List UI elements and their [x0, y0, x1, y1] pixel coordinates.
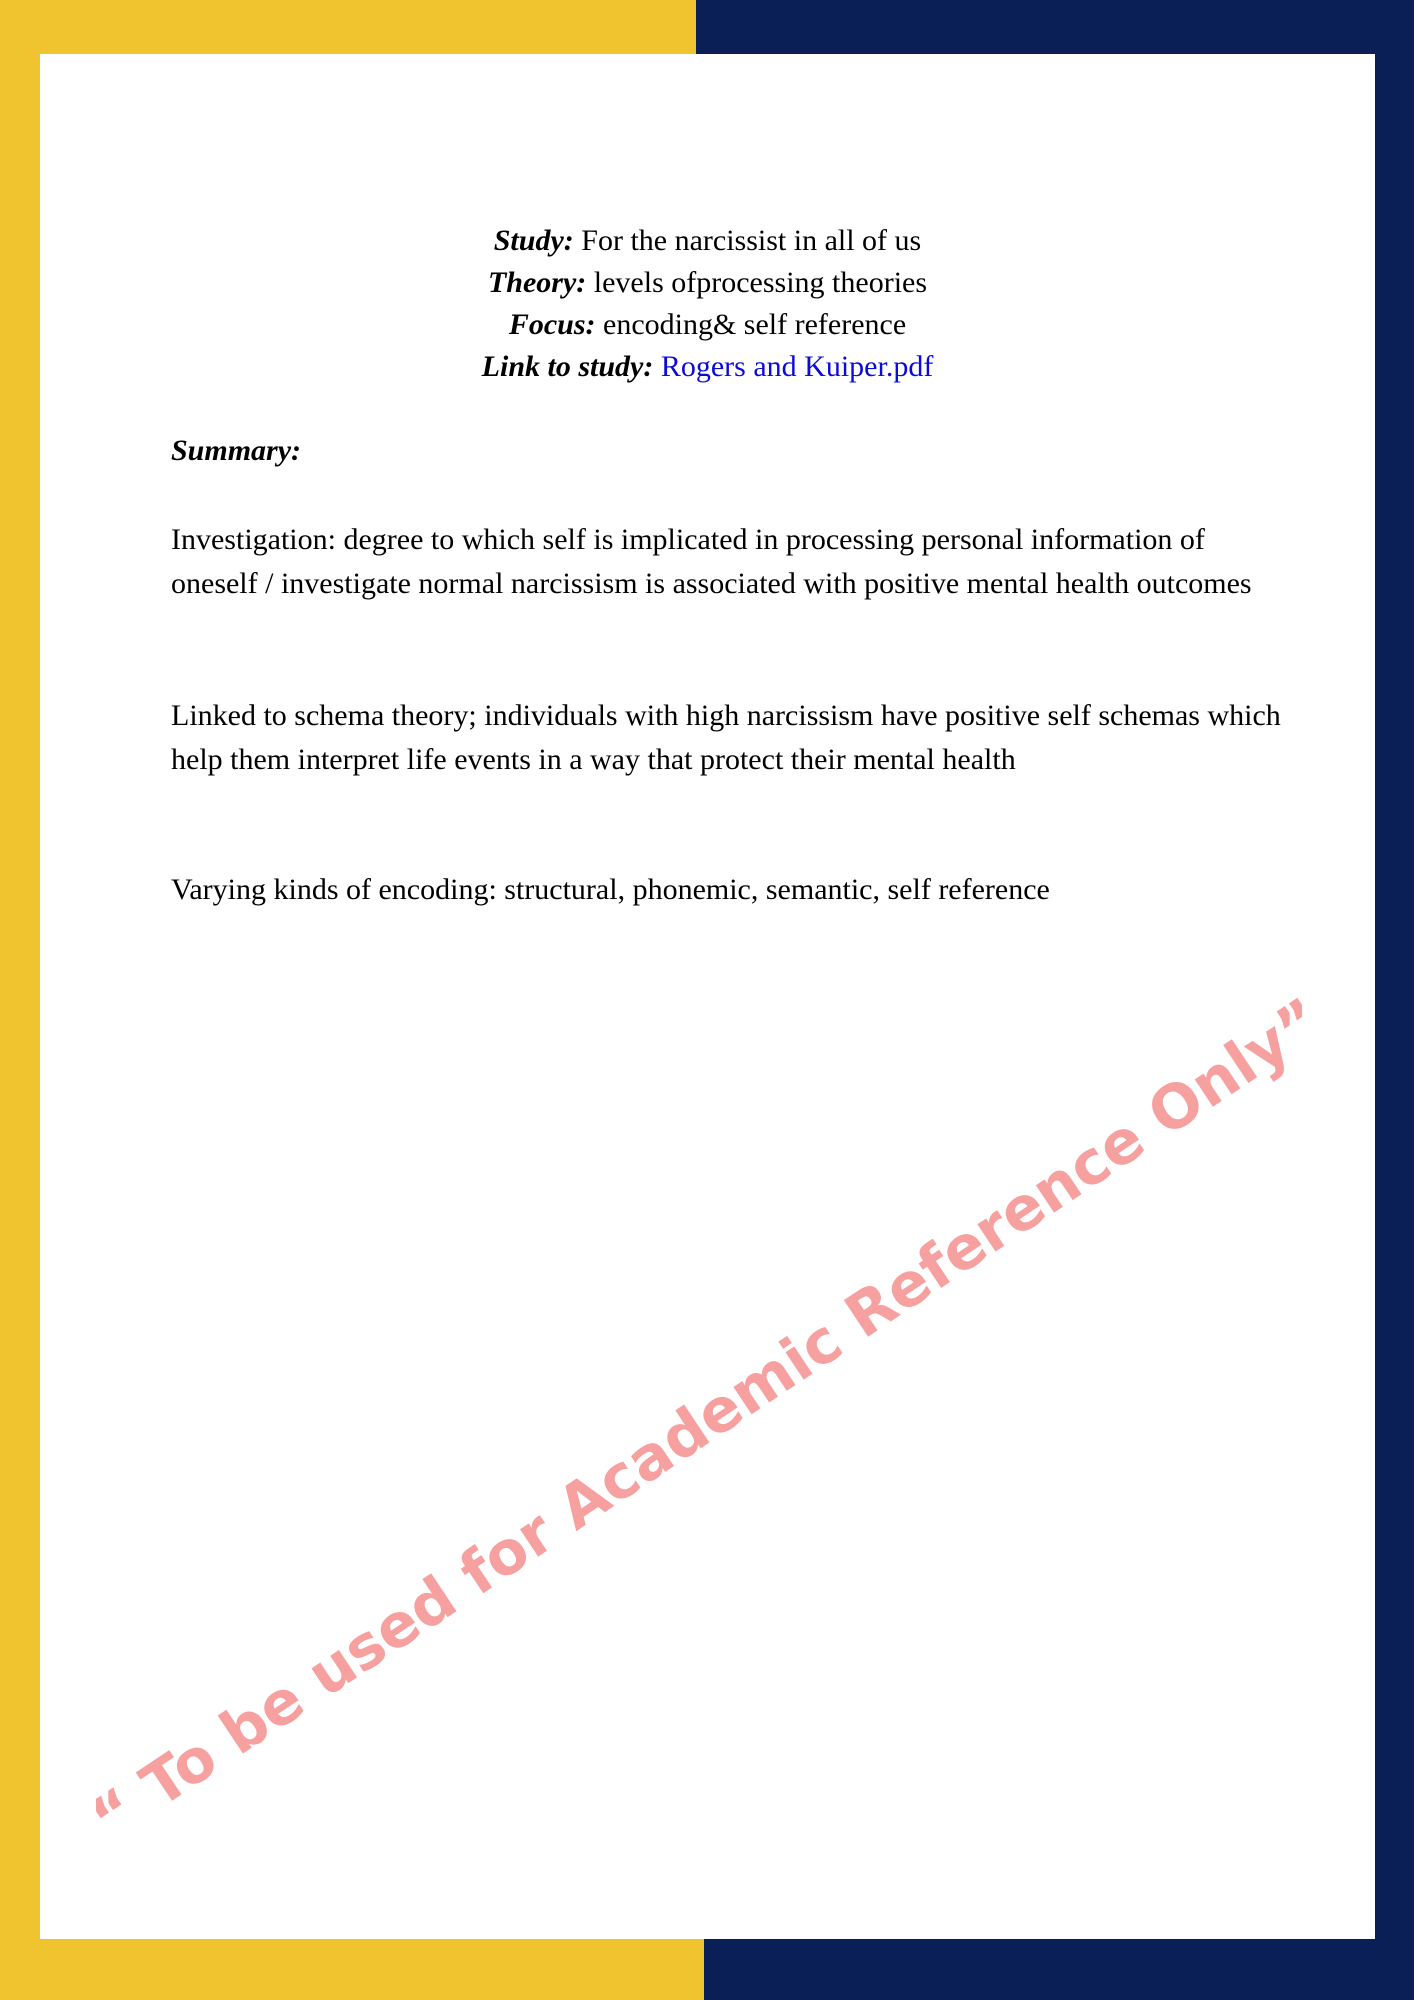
document-page	[40, 54, 1375, 1939]
study-label: Study:	[493, 224, 574, 257]
study-line	[40, 220, 1375, 262]
theory-line	[40, 262, 1375, 304]
focus-label: Focus:	[508, 308, 596, 341]
study-value: For the narcissist in all of us	[581, 224, 922, 257]
background-yellow-top	[0, 0, 696, 60]
link-line	[40, 346, 1375, 388]
summary-paragraph: Investigation: degree to which self is implicated in processing personal information of oneself / investigate normal narcissism is associated with positive mental health outcomes	[171, 523, 1252, 600]
focus-value: encoding& self reference	[603, 308, 907, 341]
focus-line	[40, 304, 1375, 346]
link-label: Link to study:	[481, 350, 654, 383]
theory-value: levels ofprocessing theories	[593, 266, 928, 299]
background-yellow-bottom	[0, 1930, 704, 2000]
summary-heading: Summary:	[171, 434, 302, 467]
summary-paragraph: Varying kinds of encoding: structural, phonemic, semantic, self reference	[171, 873, 1050, 906]
background-yellow-left	[0, 0, 40, 2000]
theory-label: Theory:	[487, 266, 587, 299]
watermark: “ To be used for Academic Reference Only”	[78, 985, 1336, 1855]
study-header	[40, 220, 1375, 388]
study-pdf-link[interactable]: Rogers and Kuiper.pdf	[660, 350, 934, 383]
summary-paragraph: Linked to schema theory; individuals with high narcissism have positive self schemas which help them interpret life events in a way that protect their mental health	[171, 699, 1281, 776]
